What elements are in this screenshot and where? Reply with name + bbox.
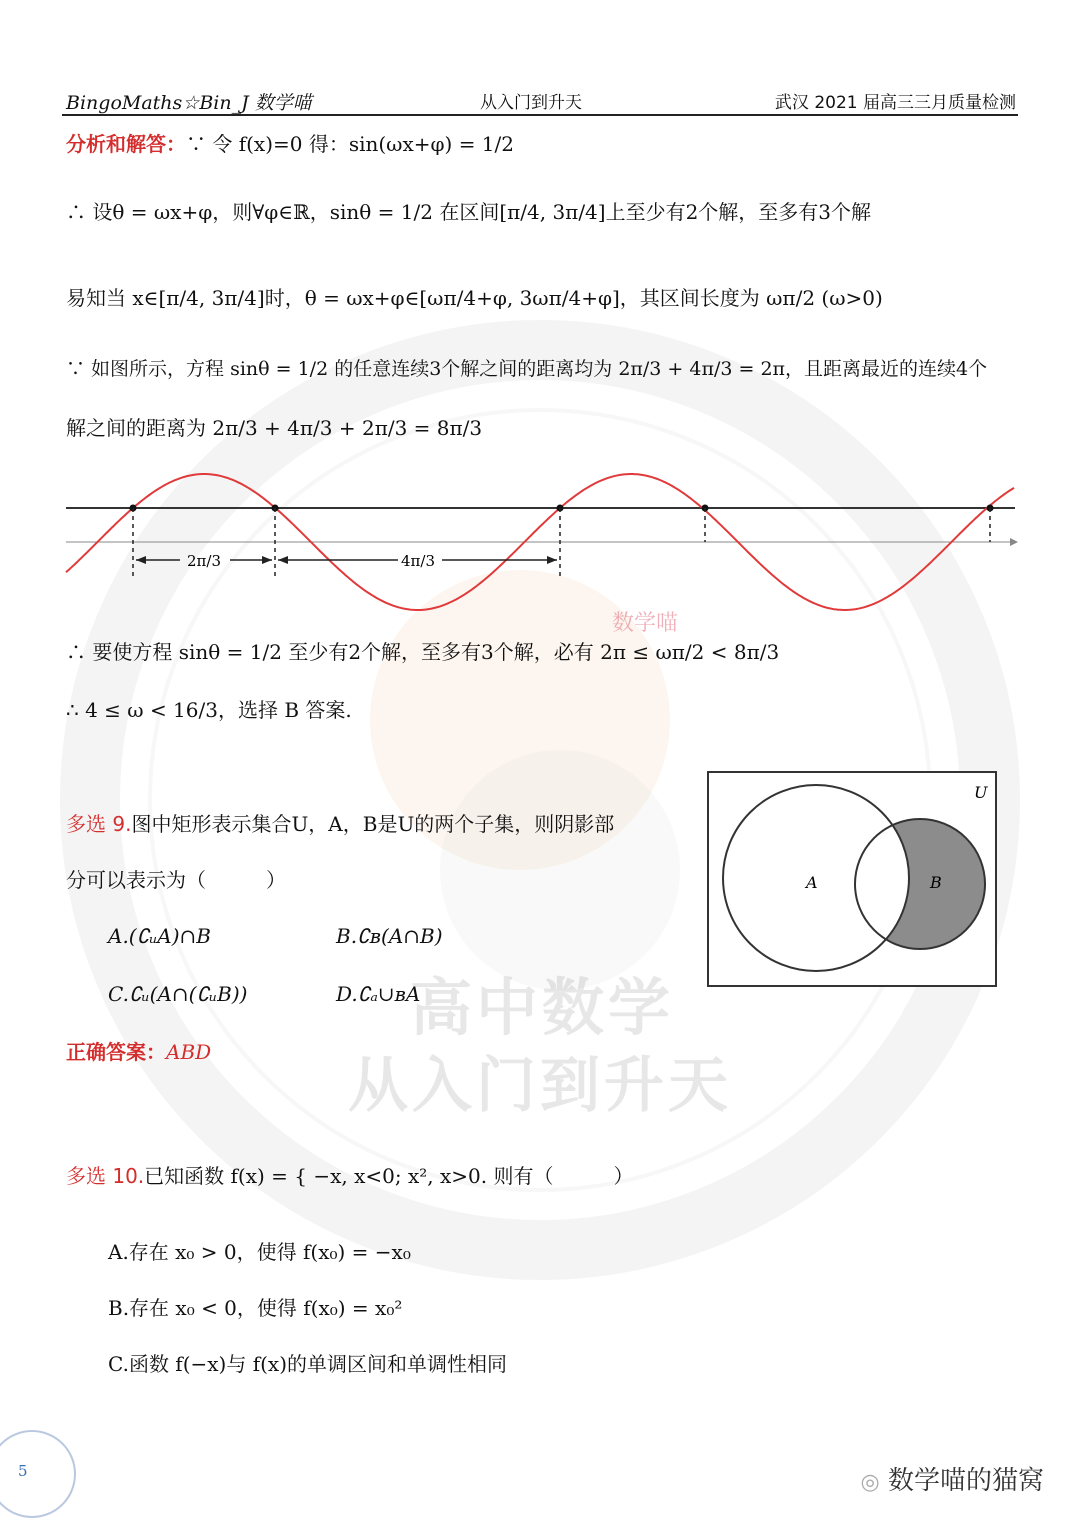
answer-9 [66,1040,211,1064]
solution-line-7: ∴ 4 ≤ ω < 16/3，选择 B 答案. [66,698,352,722]
header-exam-title: 武汉 2021 届高三三月质量检测 [774,93,1016,113]
q10-option-c[interactable]: C.函数 f(−x)与 f(x)的单调区间和单调性相同 [108,1352,507,1376]
q9-text-1: 图中矩形表示集合U，A，B是U的两个子集，则阴影部 [131,812,615,836]
wechat-icon: ◎ [860,1470,880,1495]
distance-label-short: 2π/3 [187,552,221,570]
q9-option-b[interactable]: B.∁ʙ(A∩B) [336,924,443,948]
q9-text-2: 分可以表示为（ ） [66,868,286,892]
solution-line-4: ∵ 如图所示，方程 sinθ = 1/2 的任意连续3个解之间的距离均为 2π/3 + 4π/3 = 2π，且距离最近的连续4个 [66,358,988,380]
q10-option-a[interactable]: A.存在 x₀ > 0，使得 f(x₀) = −x₀ [108,1240,411,1264]
solution-line-1 [66,132,514,156]
solution-line-3: 易知当 x∈[π/4, 3π/4]时，θ = ωx+φ∈[ωπ/4+φ, 3ωπ/4+φ]，其区间长度为 ωπ/2 (ω>0) [66,286,883,310]
venn-label-b: B [930,873,942,892]
arrow-right-icon [262,556,272,564]
q9-option-d[interactable]: D.∁ₐ∪ʙA [336,982,421,1006]
sine-graph [60,460,1020,620]
venn-label-a: A [806,873,818,892]
q10-option-b[interactable]: B.存在 x₀ < 0，使得 f(x₀) = x₀² [108,1296,403,1320]
q9-option-a[interactable]: A.(∁ᵤA)∩B [108,924,212,948]
footer-account [861,1460,1044,1497]
arrow-left-icon [136,556,146,564]
x-axis-arrow-icon [1010,538,1018,546]
venn-label-u: U [974,783,988,802]
q9-line-1 [66,812,614,836]
venn-diagram [706,770,998,990]
q9-option-c[interactable]: C.∁ᵤ(A∩(∁ᵤB)) [108,982,248,1006]
watermark-title: 高中数学 [410,971,675,1044]
drop-lines [133,508,990,580]
q10-label: 多选 10. [66,1164,145,1188]
header-rule [62,114,1018,116]
q9-label: 多选 9. [66,812,132,836]
arrow-left-icon [278,556,288,564]
header-center: 从入门到升天 [480,93,582,113]
watermark-subtitle: 从入门到升天 [348,1051,732,1121]
solution-line-5: 解之间的距离为 2π/3 + 4π/3 + 2π/3 = 8π/3 [66,416,483,440]
solution-line-2: ∴ 设θ = ωx+φ，则∀φ∈ℝ，sinθ = 1/2 在区间[π/4, 3π/4]上至少有2个解，至多有3个解 [66,200,872,224]
solution-line-1-text: ∵ 令 f(x)=0 得：sin(ωx+φ) = 1/2 [186,132,514,156]
page-number: 5 [18,1462,28,1480]
distance-label-long: 4π/3 [401,552,435,570]
header-brand: BingoMaths☆Bin_J 数学喵 [66,92,312,114]
q10-text: 已知函数 f(x) = { −x, x<0; x², x>0. 则有（ ） [144,1164,634,1188]
arrow-right-icon [547,556,557,564]
q10-line [66,1164,633,1188]
answer-value: ABD [166,1040,212,1064]
watermark-stamp: 数学喵 [612,611,679,636]
answer-label: 正确答案： [66,1040,166,1064]
footer-account-name: 数学喵的猫窝 [887,1466,1044,1496]
solution-label: 分析和解答： [66,132,186,156]
solution-line-6: ∴ 要使方程 sinθ = 1/2 至少有2个解，至多有3个解，必有 2π ≤ ωπ/2 < 8π/3 [66,640,780,664]
